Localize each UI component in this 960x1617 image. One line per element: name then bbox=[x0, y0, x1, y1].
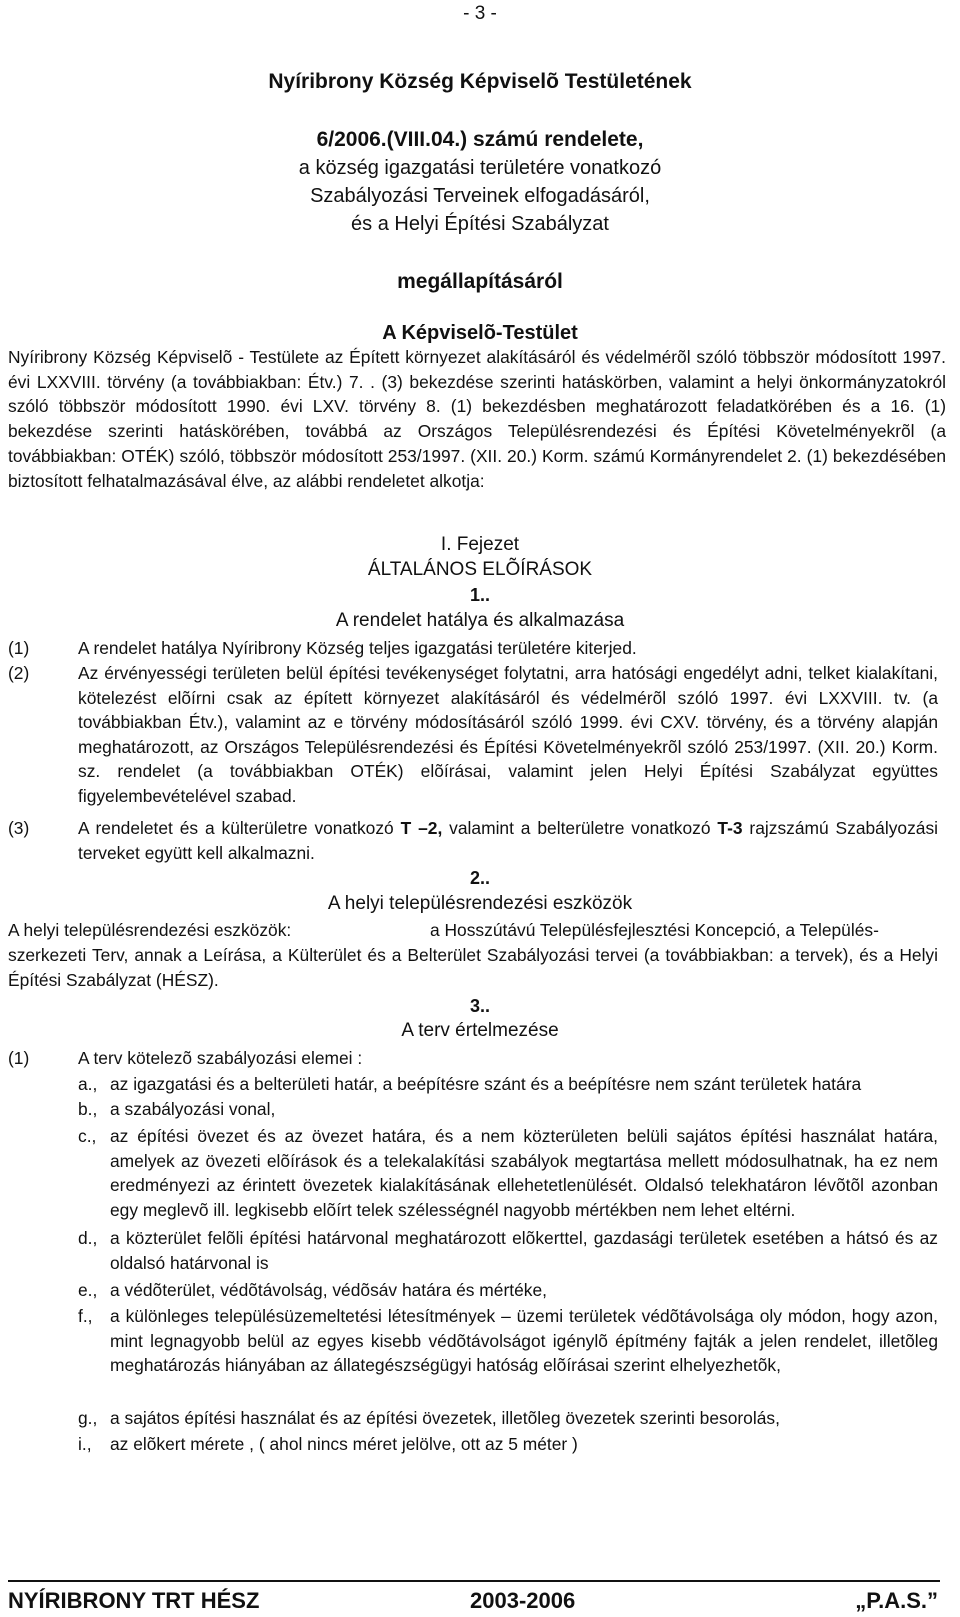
section-2-title: A helyi településrendezési eszközök bbox=[327, 893, 633, 914]
item-e-letter: e., bbox=[78, 1280, 98, 1300]
footer-years: 2003-2006 bbox=[470, 1588, 576, 1613]
preamble: Nyíribrony Község Képviselõ - Testülete az Épített környezet alakításáról és védelmérõl szóló többször módosított 1997. évi LXXVIII. törvény (a továbbiakban: Étv.) 7. . (3) bekezdése szerinti hatáskörben, valamint a helyi önkormányzatokról szóló többször módosított 1990. évi LXV. törvény 8. (1) bekezdésben meghatározott feladatkörében és a 16. (1) bekezdése szerinti hatáskörében, továbbá az Országos Településrendezési és Építési Követelményekrõl (a továbbiakban: OTÉK) szóló, többször módosított 253/1997. (XII. 20.) Korm. számú Kormányrendelet 2. (1) bekezdésében biztosított felhatalmazásával élve, az alábbi rendeletet alkotja: bbox=[8, 347, 946, 491]
section-1-title: A rendelet hatálya és alkalmazása bbox=[335, 610, 625, 631]
s1-p3-mid: valamint a belterületre vonatkozó bbox=[442, 818, 718, 838]
chapter-number: I. Fejezet bbox=[440, 534, 520, 555]
item-f-letter: f., bbox=[78, 1306, 93, 1326]
s3-paragraph-1-number: (1) bbox=[8, 1048, 30, 1068]
item-e-text: a védõterület, védõtávolság, védõsáv határa és mértéke, bbox=[110, 1280, 547, 1300]
s1-paragraph-3-number: (3) bbox=[8, 818, 30, 838]
page-number: - 3 - bbox=[463, 3, 497, 24]
subtitle-line-2: Szabályozási Terveinek elfogadásáról, bbox=[310, 185, 650, 207]
s1-p3-pre: A rendeletet és a külterületre vonatkozó bbox=[78, 818, 401, 838]
s1-paragraph-3-text bbox=[78, 816, 938, 865]
item-a-text: az igazgatási és a belterületi határ, a beépítésre szánt és a beépítésre nem szánt területek határa bbox=[110, 1074, 862, 1094]
item-f-text: a különleges településüzemeltetési létesítmények – üzemi területek védõtávolsága oly módon, hogy azon, mint legnagyobb belül az egyes kisebb védõtávolságot igénylõ építmény fajták a jelen rendelet, illetõleg meghatározás hiányában az állategészségügyi hatóság elõírásai szerint elhelyezhetõk, bbox=[110, 1306, 938, 1375]
item-c-letter: c., bbox=[78, 1126, 97, 1146]
footer-title: NYÍRIBRONY TRT HÉSZ bbox=[8, 1588, 260, 1613]
section-1-number: 1.. bbox=[469, 585, 490, 605]
item-d-letter: d., bbox=[78, 1228, 98, 1248]
s1-paragraph-2-number: (2) bbox=[8, 663, 30, 683]
item-i-letter: i., bbox=[78, 1434, 92, 1454]
item-b-text: a szabályozási vonal, bbox=[110, 1099, 276, 1119]
item-b-letter: b., bbox=[78, 1099, 98, 1119]
s1-p3-post: rajzszámú Szabályozási terveket együtt kell alkalmazni. bbox=[78, 818, 939, 863]
s2-text-rest: szerkezeti Terv, annak a Leírása, a Külterület és a Belterület Szabályozási tervei (a továbbiakban: a tervek), és a Helyi Építési Szabályzat (HÉSZ). bbox=[8, 945, 938, 990]
item-i-text: az elõkert mérete , ( ahol nincs méret jelölve, ott az 5 méter ) bbox=[110, 1434, 578, 1454]
section-3-number: 3.. bbox=[469, 996, 490, 1016]
subtitle-line-3: és a Helyi Építési Szabályzat bbox=[351, 213, 609, 235]
document-title: Nyíribrony Község Képviselõ Testületének bbox=[268, 70, 692, 93]
section-3-title: A terv értelmezése bbox=[401, 1020, 559, 1041]
item-g-letter: g., bbox=[78, 1408, 98, 1428]
s2-label: A helyi településrendezési eszközök: bbox=[8, 920, 292, 940]
page-footer bbox=[8, 1580, 940, 1612]
item-g-text: a sajátos építési használat és az építési övezetek, illetõleg övezetek szerinti besorolás, bbox=[110, 1408, 780, 1428]
footer-author: „P.A.S.” bbox=[855, 1588, 938, 1613]
s3-paragraph-1-text: A terv kötelezõ szabályozási elemei : bbox=[78, 1048, 363, 1068]
chapter-title: ÁLTALÁNOS ELÕÍRÁSOK bbox=[367, 559, 593, 580]
s1-p3-bold-2: T-3 bbox=[717, 818, 743, 838]
item-c-text: az építési övezet és az övezet határa, és a nem közterületen belüli sajátos építési használat határa, amelyek az övezeti elõírások és a telekalakítási szabályok megtartása mellett módosulhatnak, ha ez nem eredményezi az érintett övezetek kialakításának ellehetetlenülését. Oldalsó telekhatáron lévõtõl azonban egy meglevõ ill. legkisebb elõírt telek szélességnél nagyobb mértékben nem lehet eltérni. bbox=[110, 1126, 938, 1220]
subtitle-bold: megállapításáról bbox=[397, 270, 563, 293]
regulation-number: 6/2006.(VIII.04.) számú rendelete, bbox=[316, 128, 644, 151]
s1-paragraph-2-text: Az érvényességi területen belül építési tevékenységet folytatni, arra hatósági engedélyt adni, telket kialakítani, kötelezést elõírni csak az épített környezet alakításáról és védelmérõl szóló 1997. évi LXXVIII. tv. (a továbbiakban Étv.), valamint az e törvény módosításáról szóló 1999. évi CXV. törvény, és a törvény alapján meghatározott, az Országos Településrendezési és Építési Követelményekrõl szóló 253/1997. (XII. 20.) Korm. sz. rendelet (a továbbiakban OTÉK) elõírásai, valamint jelen Helyi Építési Szabályzat együttes figyelembevételével szabad. bbox=[78, 663, 938, 806]
s1-paragraph-1-number: (1) bbox=[8, 638, 30, 658]
item-a-letter: a., bbox=[78, 1074, 98, 1094]
s1-p3-bold-1: T –2, bbox=[400, 818, 443, 838]
subtitle-line-1: a község igazgatási területére vonatkozó bbox=[298, 157, 662, 179]
body-heading: A Képviselõ-Testület bbox=[382, 322, 578, 344]
section-2-number: 2.. bbox=[469, 868, 490, 888]
s2-text-first-line: a Hosszútávú Településfejlesztési Koncepció, a Település- bbox=[430, 920, 879, 940]
s1-paragraph-1-text: A rendelet hatálya Nyíribrony Község teljes igazgatási területére kiterjed. bbox=[78, 638, 637, 658]
item-d-text: a közterület felõli építési határvonal meghatározott elõkerttel, gazdasági területek esetében a hátsó és az oldalsó határvonal is bbox=[110, 1228, 938, 1273]
